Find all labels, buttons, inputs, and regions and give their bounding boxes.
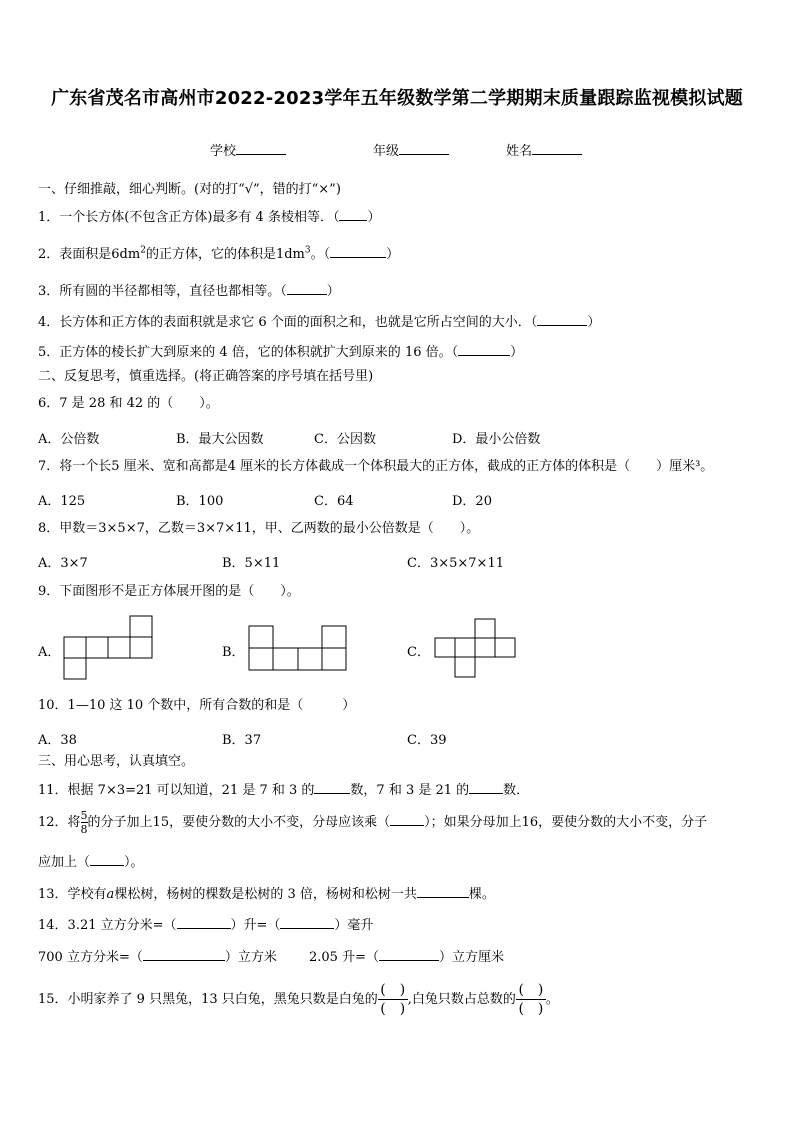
question-14-line2: 700 立方分米=（ ）立方米 (38, 950, 277, 965)
cube-net-a-figure (64, 615, 156, 681)
option-c[interactable]: C． (407, 645, 430, 660)
option-a[interactable]: A．3×7 (38, 556, 88, 571)
question-11: 11．根据 7×3=21 可以知道，21 是 7 和 3 的 数，7 和 3 是 21 的 数． (38, 783, 530, 798)
question-14-line1: 14．3.21 立方分米=（ ）升=（ ）毫升 (38, 918, 374, 933)
section2-heading: 二、反复思考，慎重选择。(将正确答案的序号填在括号里) (38, 369, 374, 384)
answer-blank[interactable] (90, 853, 124, 866)
option-d[interactable]: D．20 (452, 494, 492, 509)
answer-blank[interactable] (177, 916, 231, 929)
question-12-continued: 应加上（ ）。 (38, 855, 144, 870)
option-c[interactable]: C．39 (407, 733, 447, 748)
school-blank[interactable] (236, 142, 286, 155)
option-b[interactable]: B．最大公因数 (176, 432, 264, 447)
exam-title: 广东省茂名市高州市2022-2023学年五年级数学第二学期期末质量跟踪监视模拟试题 (51, 88, 743, 109)
question-8: 8．甲数＝3×5×7，乙数＝3×7×11，甲、乙两数的最小公倍数是（ ）。 (38, 521, 480, 536)
cube-net-b-figure (248, 625, 350, 671)
name-field[interactable] (506, 142, 582, 160)
question-6: 6．7 是 28 和 42 的（ ）。 (38, 396, 219, 411)
answer-blank[interactable] (143, 948, 225, 961)
blank-fraction[interactable]: ( ) ( ) (378, 982, 408, 1017)
answer-blank[interactable] (314, 781, 350, 794)
fraction-five-eighths: $\frac{5}{8}$ (80, 809, 88, 836)
blank-fraction[interactable]: ( ) ( ) (516, 982, 546, 1017)
option-b[interactable]: B．5×11 (222, 556, 281, 571)
question-2: 2．表面积是$6dm^2$的正方体，它的体积是$1dm^3$。（ ） (38, 245, 400, 262)
question-15: 15．小明家养了 9 只黑兔，13 只白兔，黑兔只数是白兔的 ( ) ( ) ,白兔只数占总数的 ( ) ( ) 。 (38, 982, 559, 1017)
answer-blank[interactable] (287, 282, 327, 295)
question-14-line2-part2: 2.05 升=（ ）立方厘米 (309, 950, 504, 965)
question-3: 3．所有圆的半径都相等，直径也都相等。（ ） (38, 284, 340, 299)
answer-blank[interactable] (280, 916, 334, 929)
answer-blank[interactable] (469, 781, 503, 794)
name-label: 姓名 (506, 144, 533, 159)
option-a[interactable]: A．公倍数 (38, 432, 100, 447)
answer-blank[interactable] (417, 885, 469, 898)
question-12: 12．将 $\frac{5}{8}$ 的分子加上15，要使分数的大小不变，分母应该乘（ ）；如果分母加上16，要使分数的大小不变，分子 (38, 809, 708, 836)
grade-label: 年级 (373, 144, 400, 159)
option-a[interactable]: A．38 (38, 733, 77, 748)
school-label: 学校 (210, 144, 237, 159)
answer-blank[interactable] (390, 813, 424, 826)
option-b[interactable]: B．37 (222, 733, 262, 748)
name-blank[interactable] (532, 142, 582, 155)
grade-blank[interactable] (399, 142, 449, 155)
answer-blank[interactable] (339, 208, 367, 221)
option-c[interactable]: C．64 (314, 494, 354, 509)
answer-blank[interactable] (330, 245, 386, 258)
option-a[interactable]: A．125 (38, 494, 86, 509)
section1-heading: 一、仔细推敲，细心判断。(对的打“√”，错的打“×”) (38, 182, 341, 197)
question-5: 5．正方体的棱长扩大到原来的 4 倍，它的体积就扩大到原来的 16 倍。（ ） (38, 345, 524, 360)
question-7: 7．将一个长5 厘米、宽和高都是4 厘米的长方体截成一个体积最大的正方体，截成的正方体的体积是（ ）厘米³。 (38, 459, 714, 474)
option-c[interactable]: C．公因数 (314, 432, 376, 447)
option-b[interactable]: B． (222, 645, 245, 660)
question-10: 10．1—10 这 10 个数中，所有合数的和是（ ） (38, 698, 356, 713)
question-4: 4．长方体和正方体的表面积就是求它 6 个面的面积之和，也就是它所占空间的大小．（ ） (38, 315, 601, 330)
question-1: 1．一个长方体(不包含正方体)最多有 4 条棱相等．（ ） (38, 210, 381, 225)
grade-field[interactable] (373, 142, 449, 160)
option-c[interactable]: C．3×5×7×11 (407, 556, 504, 571)
option-a[interactable]: A． (38, 645, 61, 660)
school-field[interactable] (210, 142, 286, 160)
option-d[interactable]: D．最小公倍数 (452, 432, 541, 447)
answer-blank[interactable] (537, 313, 587, 326)
answer-blank[interactable] (458, 343, 510, 356)
option-b[interactable]: B．100 (176, 494, 224, 509)
cube-net-c-figure (434, 618, 520, 680)
section3-heading: 三、用心思考，认真填空。 (38, 754, 195, 769)
question-13: 13．学校有a棵松树，杨树的棵数是松树的 3 倍，杨树和松树一共 棵。 (38, 887, 495, 902)
question-9: 9．下面图形不是正方体展开图的是（ ）。 (38, 584, 300, 599)
answer-blank[interactable] (379, 948, 439, 961)
